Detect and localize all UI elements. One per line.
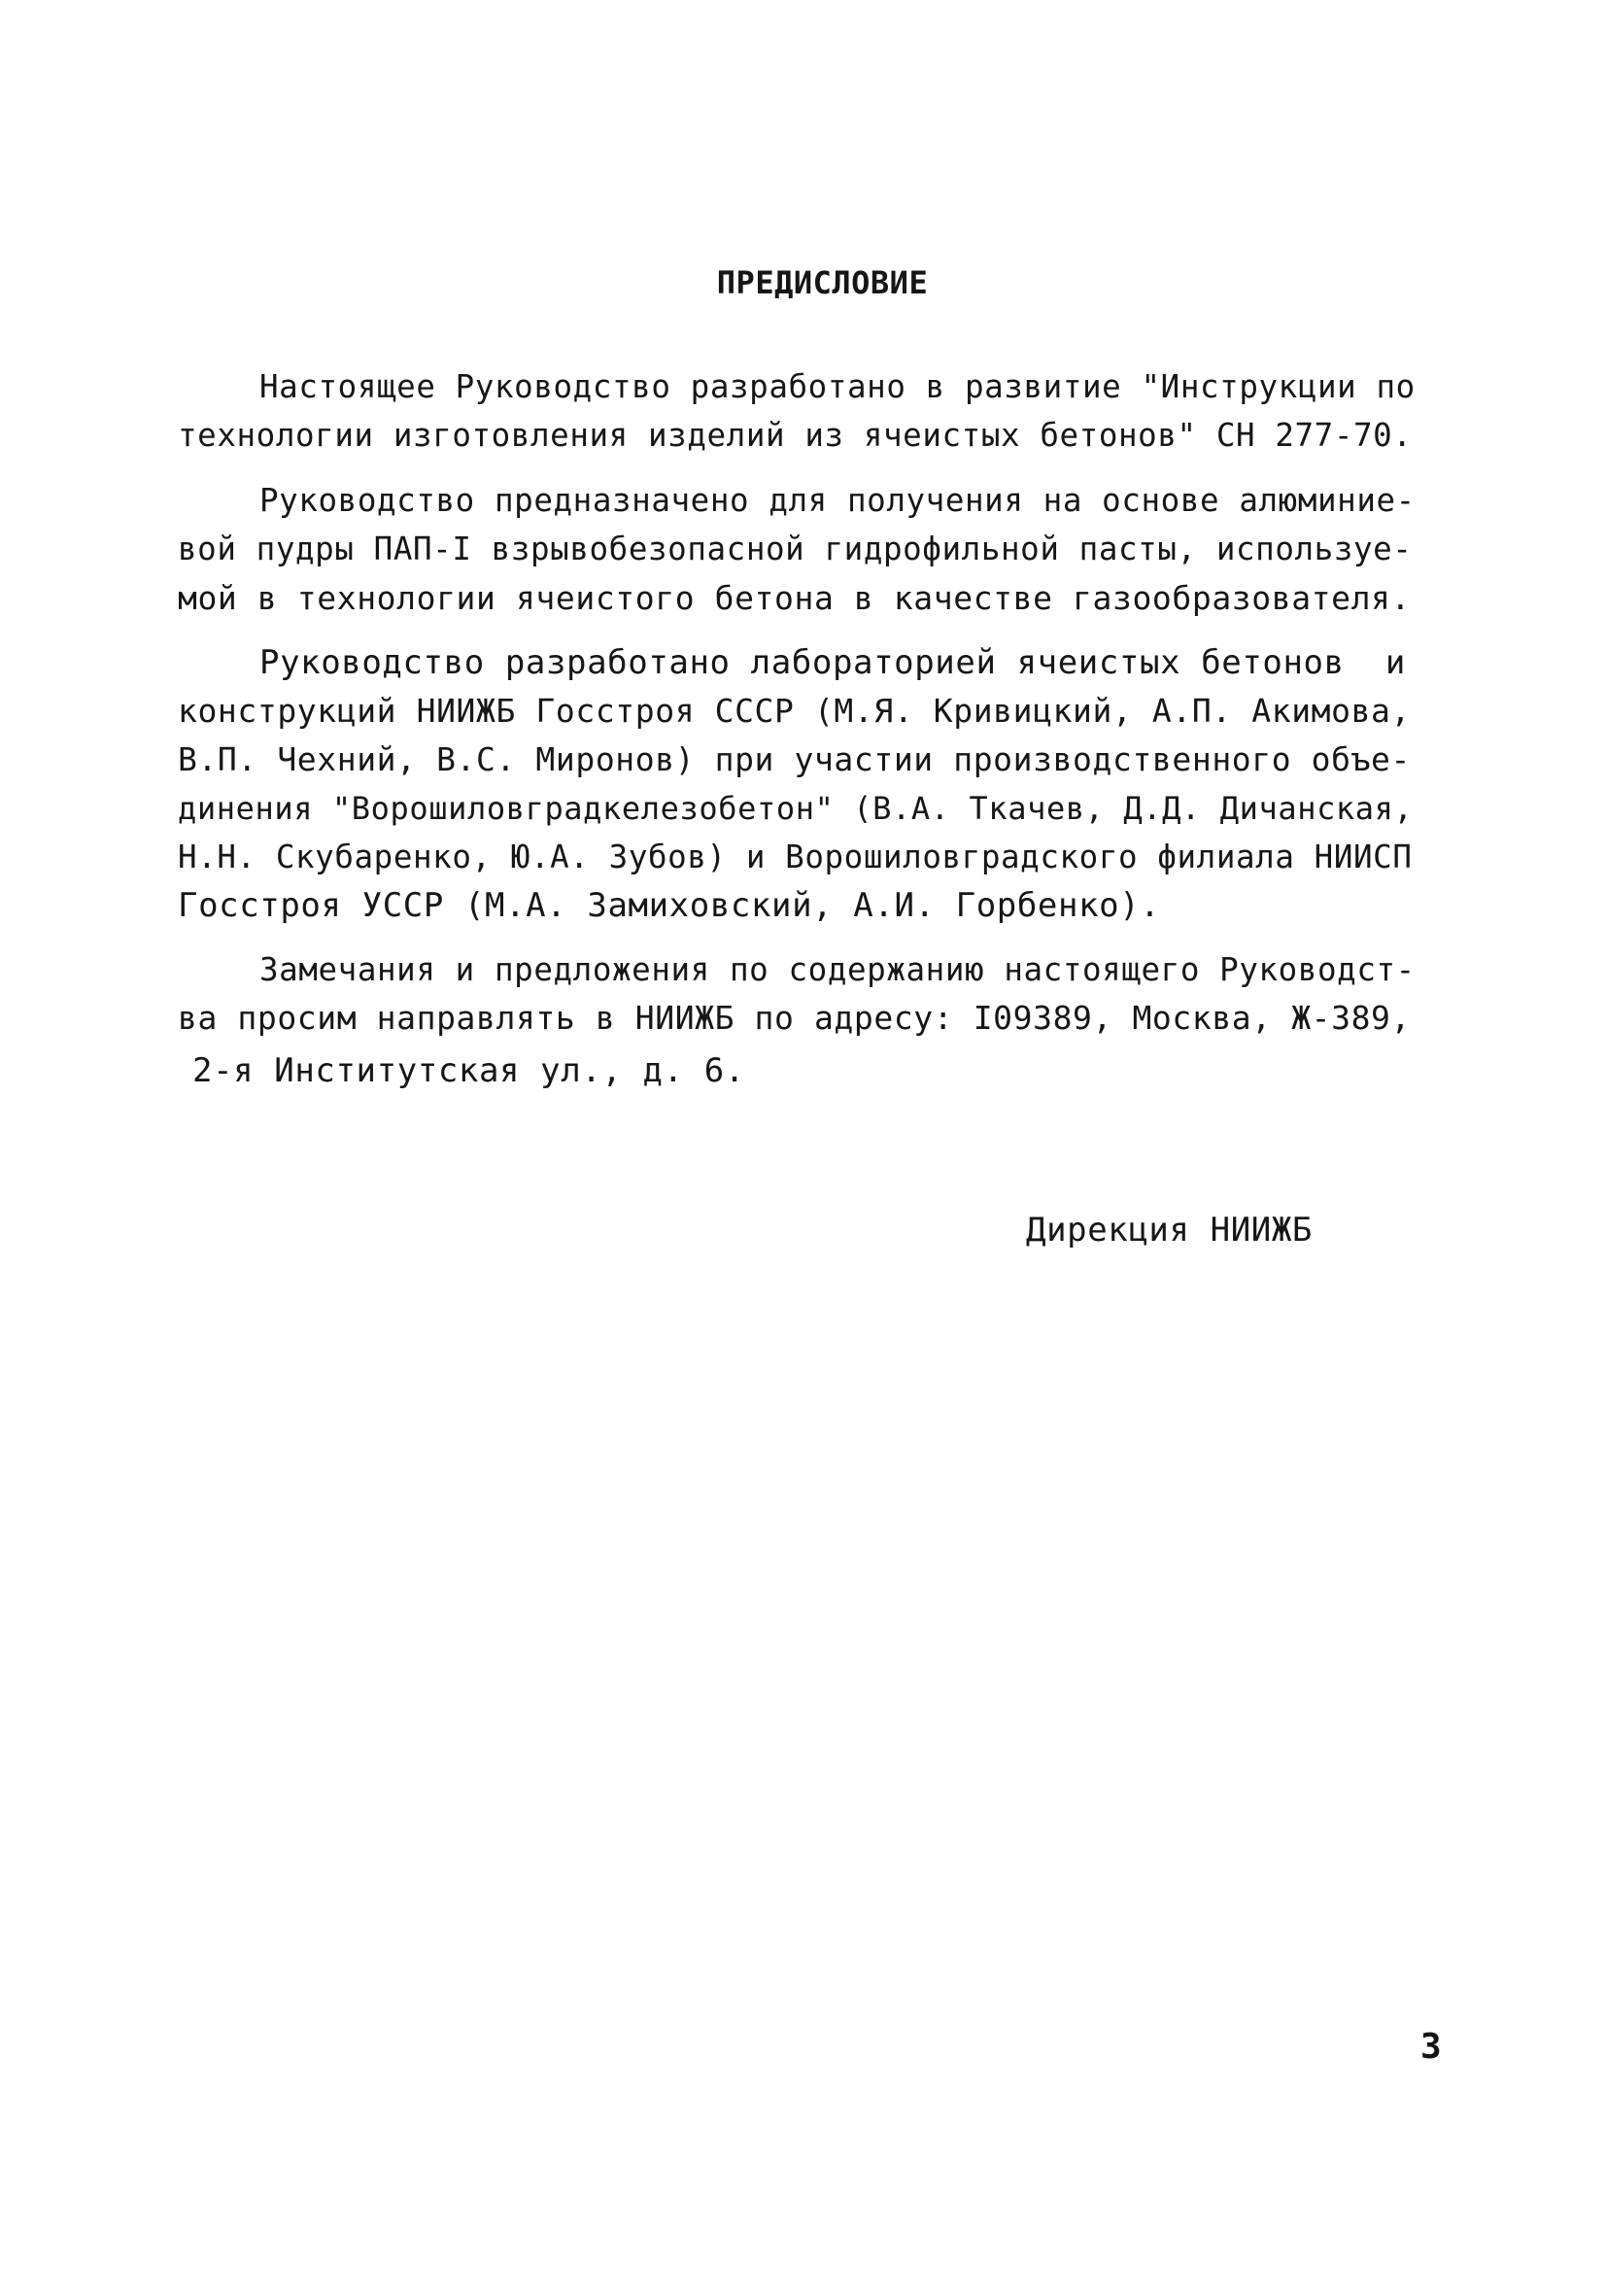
paragraph-3-line-5: Н.Н. Скубаренко, Ю.А. Зубов) и Ворошиловградского филиала НИИСП: [178, 839, 1413, 875]
paragraph-3-line-1: Руководство разработано лабораторией ячеистых бетонов и: [259, 643, 1406, 682]
paragraph-3-line-2: конструкций НИИЖБ Госстроя СССР (М.Я. Кривицкий, А.П. Акимова,: [178, 692, 1411, 730]
paragraph-3-line-6: Госстроя УССР (М.А. Замиховский, А.И. Горбенко).: [178, 886, 1161, 925]
paragraph-2-line-1: Руководство предназначено для получения на основе алюминие-: [259, 482, 1416, 519]
paragraph-4-line-3: 2-я Институтская ул., д. 6.: [192, 1051, 745, 1090]
paragraph-3-line-3: В.П. Чехний, В.С. Миронов) при участии производственного объе-: [178, 740, 1411, 778]
paragraph-3-line-4: динения "Ворошиловградкелезобетон" (В.А. Ткачев, Д.Д. Дичанская,: [178, 790, 1414, 827]
paragraph-1-line-1: Настоящее Руководство разработано в развитие "Инструкции по: [259, 368, 1416, 405]
page-number: 3: [1420, 2027, 1442, 2067]
signature: Дирекция НИИЖБ: [1026, 1211, 1313, 1250]
page-title: ПРЕДИСЛОВИЕ: [716, 264, 929, 301]
paragraph-2-line-3: мой в технологии ячеистого бетона в качестве газообразователя.: [178, 579, 1411, 617]
paragraph-2-line-2: вой пудры ПАП-I взрывобезопасной гидрофильной пасты, используе-: [178, 531, 1413, 567]
paragraph-4-line-1: Замечания и предложения по содержанию настоящего Руководст-: [259, 951, 1416, 988]
paragraph-1-line-2: технологии изготовления изделий из ячеистых бетонов" СН 277-70.: [178, 417, 1413, 454]
paragraph-4-line-2: ва просим направлять в НИИЖБ по адресу: I09389, Москва, Ж-389,: [178, 999, 1411, 1037]
